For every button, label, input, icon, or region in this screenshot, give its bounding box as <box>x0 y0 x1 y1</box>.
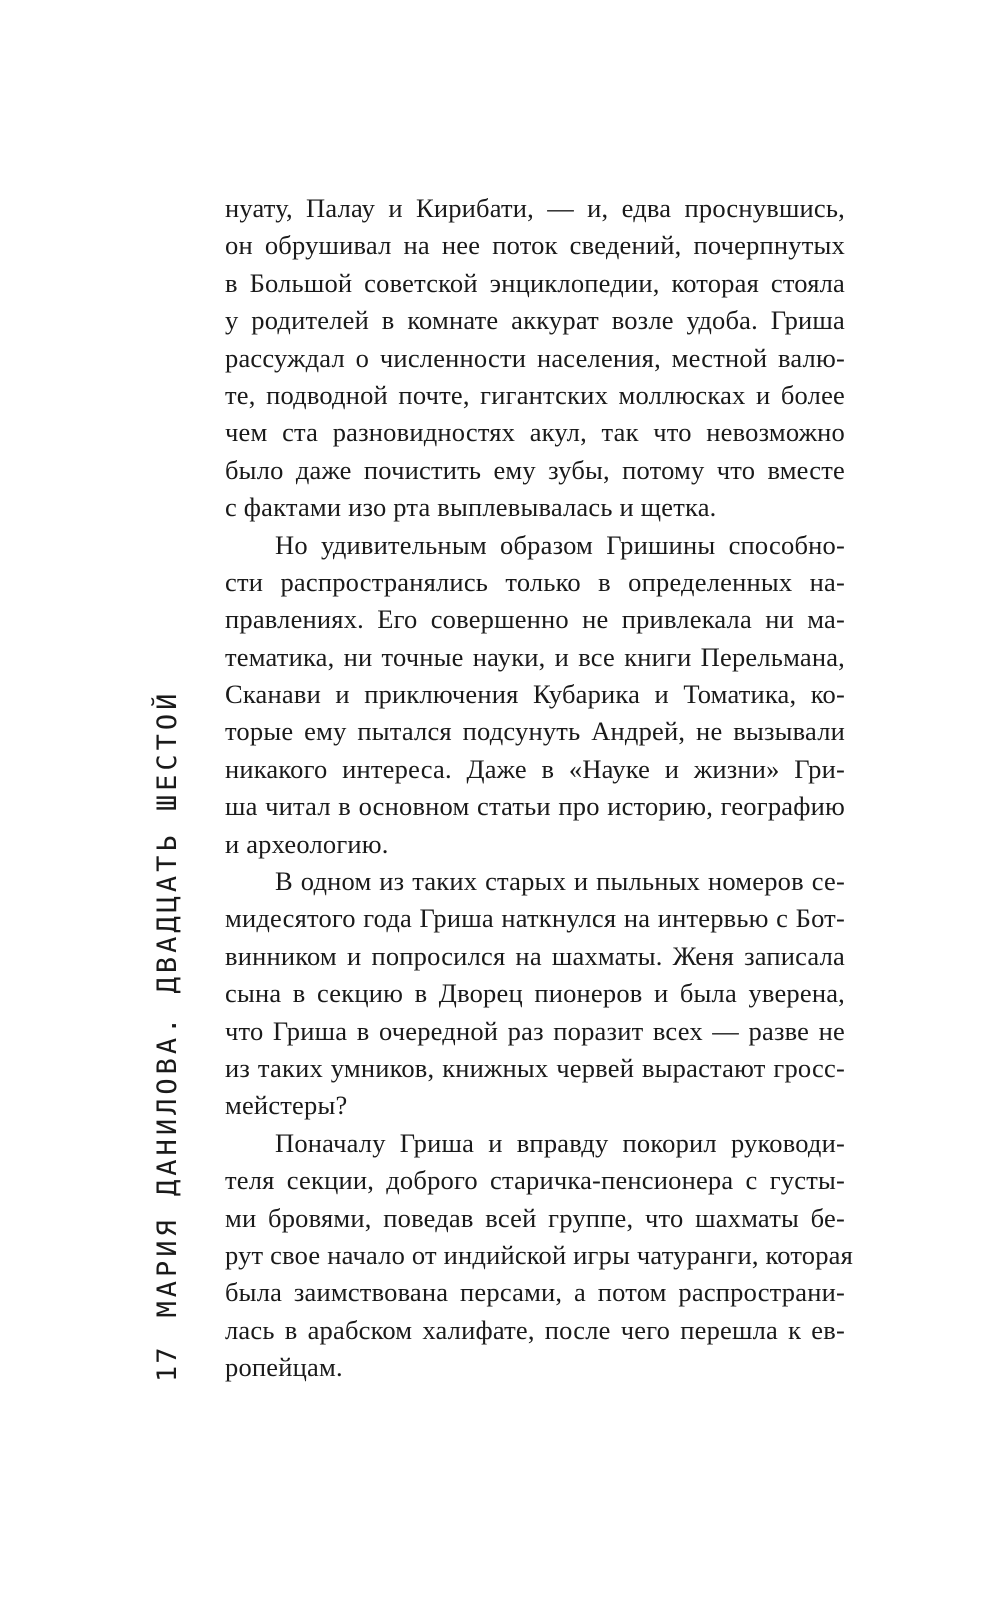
text-line: было даже почистить ему зубы, потому что вместе <box>225 454 845 485</box>
text-line: из таких умников, книжных червей вырастают гросс- <box>225 1052 845 1083</box>
text-line: мейстеры? <box>225 1090 348 1121</box>
text-line: он обрушивал на нее поток сведений, почерпнутых <box>225 230 845 261</box>
text-line: Сканави и приключения Кубарика и Томатика, ко- <box>225 679 845 710</box>
page-number: 17 <box>152 1345 183 1382</box>
text-line: ропейцам. <box>225 1352 343 1383</box>
text-line: рассуждал о численности населения, местной валю- <box>225 342 845 373</box>
text-line: Поначалу Гриша и вправду покорил руководи- <box>275 1127 845 1158</box>
text-line: рут свое начало от индийской игры чатуранги, которая <box>225 1239 853 1270</box>
text-line: правлениях. Его совершенно не привлекала ни ма- <box>225 604 845 635</box>
text-line: с фактами изо рта выплевывалась и щетка. <box>225 492 717 523</box>
text-line: тематика, ни точные науки, и все книги Перельмана, <box>225 641 845 672</box>
text-line: была заимствована персами, а потом распространи- <box>225 1277 845 1308</box>
book-title-author: МАРИЯ ДАНИЛОВА. ДВАДЦАТЬ ШЕСТОЙ <box>152 689 183 1318</box>
running-head <box>152 690 183 1382</box>
text-line: что Гриша в очередной раз поразит всех — разве не <box>225 1015 845 1046</box>
text-line: ша читал в основном статьи про историю, географию <box>225 791 845 822</box>
text-line: те, подводной почте, гигантских моллюсках и более <box>225 379 845 410</box>
text-line: у родителей в комнате аккурат возле удоба. Гриша <box>225 305 845 336</box>
text-line: и археологию. <box>225 828 389 859</box>
text-line: в Большой советской энциклопедии, которая стояла <box>225 267 845 298</box>
text-line: сти распространялись только в определенных на- <box>225 566 845 597</box>
text-line: В одном из таких старых и пыльных номеров се- <box>275 866 845 897</box>
text-line: лась в арабском халифате, после чего перешла к ев- <box>225 1314 845 1345</box>
text-line: теля секции, доброго старичка-пенсионера с густы- <box>225 1165 845 1196</box>
text-line: торые ему пытался подсунуть Андрей, не вызывали <box>225 716 845 747</box>
text-line: нуату, Палау и Кирибати, — и, едва проснувшись, <box>225 193 845 223</box>
text-line: сына в секцию в Дворец пионеров и была уверена, <box>225 978 845 1009</box>
text-line: Но удивительным образом Гришины способно- <box>275 529 845 560</box>
text-line: мидесятого года Гриша наткнулся на интервью с Бот- <box>225 903 845 934</box>
text-line: чем ста разновидностях акул, так что невозможно <box>225 417 845 448</box>
body-text <box>225 190 853 1387</box>
text-line: никакого интереса. Даже в «Науке и жизни» Гри- <box>225 753 845 784</box>
text-line: ми бровями, поведав всей группе, что шахматы бе- <box>225 1202 845 1233</box>
text-line: винником и попросился на шахматы. Женя записала <box>225 940 845 971</box>
